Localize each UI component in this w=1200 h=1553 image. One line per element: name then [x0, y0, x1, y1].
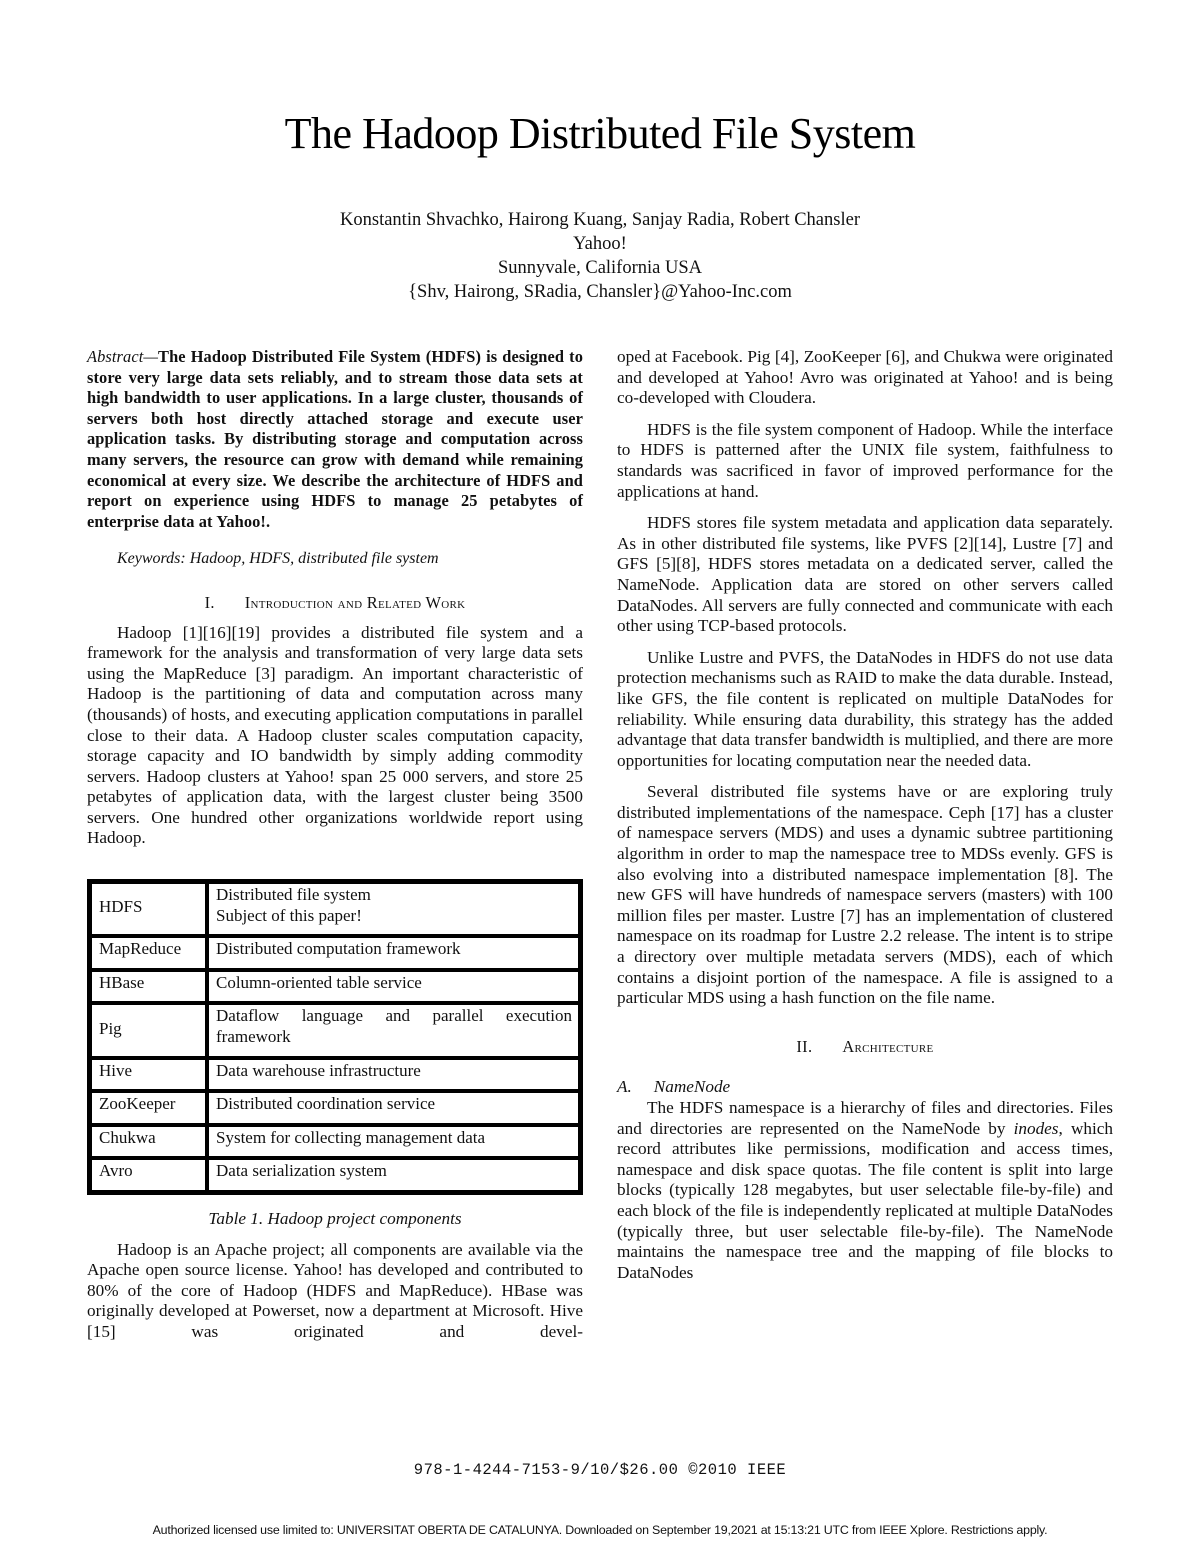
- description-line: Subject of this paper!: [216, 905, 362, 925]
- component-description: Distributed coordination service: [207, 1091, 580, 1125]
- component-description: Distributed computation framework: [207, 936, 580, 970]
- author-names: Konstantin Shvachko, Hairong Kuang, Sanjay Radia, Robert Chansler: [340, 210, 860, 230]
- italic-term: inodes: [1013, 1118, 1059, 1138]
- component-description: [207, 882, 580, 936]
- section-number: I.: [204, 592, 215, 612]
- component-name: Pig: [90, 1003, 207, 1057]
- license-notice: Authorized licensed use limited to: UNIVERSITAT OBERTA DE CATALUNYA. Downloaded on September 19,2021 at 15:13:21 UTC from IEEE Xplore. Restrictions apply.: [152, 1523, 1048, 1537]
- table-row: [90, 1091, 580, 1125]
- component-name: Avro: [90, 1158, 207, 1192]
- table-row: [90, 970, 580, 1004]
- component-name: MapReduce: [90, 936, 207, 970]
- table-row: [90, 936, 580, 970]
- component-name: Chukwa: [90, 1125, 207, 1159]
- paragraph-text: The HDFS namespace is a hierarchy of files and directories. Files and directories are represented on the NameNode by: [617, 1098, 1113, 1138]
- intro-paragraph-2-start: Hadoop is an Apache project; all components are available via the Apache open source license. Yahoo! has developed and contributed to 80% of the core of Hadoop (HDFS and MapReduce). HBase was originally developed at Powerset, now a department at Microsoft. Hive [15] was originated and devel-: [87, 1239, 583, 1341]
- component-name: HDFS: [90, 882, 207, 936]
- table-row: [90, 1058, 580, 1092]
- component-description: System for collecting management data: [207, 1125, 580, 1159]
- component-name: ZooKeeper: [90, 1091, 207, 1125]
- subsection-number: A.: [617, 1077, 632, 1097]
- intro-paragraph-5: Unlike Lustre and PVFS, the DataNodes in HDFS do not use data protection mechanisms such as RAID to make the data durable. Instead, like GFS, the file content is replicated on multiple DataNodes for reliability. While ensuring data durability, this strategy has the added advantage that data transfer bandwidth is multiplied, and there are more opportunities for locating computation near the needed data.: [617, 647, 1113, 770]
- intro-paragraph-4: HDFS stores file system metadata and application data separately. As in other distributed file systems, like PVFS [2][14], Lustre [7] and GFS [5][8], HDFS stores metadata on a dedicated server, called the NameNode. Application data are stored on other servers called DataNodes. All servers are fully connected and communicate with each other using TCP-based protocols.: [617, 513, 1113, 636]
- namenode-paragraph: [617, 1098, 1113, 1283]
- component-name: HBase: [90, 970, 207, 1004]
- intro-paragraph-6: Several distributed file systems have or are exploring truly distributed implementations of the namespace. Ceph [17] has a cluster of namespace servers (MDS) and uses a dynamic subtree partitioning algorithm in order to map the namespace tree to MDSs evenly. GFS is also evolving into a distributed namespace implementation [8]. The new GFS will have hundreds of namespace servers (masters) with 100 million files per master. Lustre [7] has an implementation of clustered namespace on its roadmap for Lustre 2.2 release. The intent is to stripe a directory over multiple metadata servers (MDS), each of which contains a disjoint portion of the namespace. A file is assigned to a particular MDS using a hash function on the file name.: [617, 782, 1113, 1008]
- paragraph-text: , which record attributes like permissions, modification and access times, namespace and disk space quotas. The file content is split into large blocks (typically 128 megabytes, but user selectable file-by-file) and each block of the file is independently replicated at multiple DataNodes (typically three, but user selectable file-by-file). The NameNode maintains the namespace tree and the mapping of file blocks to DataNodes: [617, 1118, 1113, 1282]
- right-column: [617, 347, 1113, 1283]
- abstract-dash: —: [143, 347, 159, 366]
- intro-paragraph-1: Hadoop [1][16][19] provides a distributed file system and a framework for the analysis and transformation of very large data sets using the MapReduce [3] paradigm. An important characteristic of Hadoop is the partitioning of data and computation across many (thousands) of hosts, and executing application computations in parallel close to their data. A Hadoop cluster scales computation capacity, storage capacity and IO bandwidth by simply adding commodity servers. Hadoop clusters at Yahoo! span 25 000 servers, and store 25 petabytes of application data, with the largest cluster being 3500 servers. One hundred other organizations worldwide report using Hadoop.: [87, 622, 583, 848]
- subsection-title: NameNode: [653, 1077, 731, 1097]
- hadoop-components-table: [87, 879, 583, 1195]
- component-name: Hive: [90, 1058, 207, 1092]
- author-block: [0, 208, 1200, 304]
- isbn-copyright: 978-1-4244-7153-9/10/$26.00 ©2010 IEEE: [413, 1461, 787, 1479]
- table-row: [90, 882, 580, 936]
- section-title: Architecture: [842, 1036, 934, 1056]
- abstract-text: The Hadoop Distributed File System (HDFS) is designed to store very large data sets reliably, and to stream those data sets at high bandwidth to user applications. In a large cluster, thousands of servers both host directly attached storage and execute user application tasks. By distributing storage and computation across many servers, the resource can grow with demand while remaining economical at every size. We describe the architecture of HDFS and report on experience using HDFS to manage 25 petabytes of enterprise data at Yahoo!.: [87, 347, 583, 531]
- table-caption: Table 1. Hadoop project components: [208, 1209, 462, 1228]
- component-description: Column-oriented table service: [207, 970, 580, 1004]
- component-description: Data serialization system: [207, 1158, 580, 1192]
- description-line: Distributed file system: [216, 885, 371, 905]
- table-row: [90, 1003, 580, 1057]
- section-heading-architecture: [617, 1037, 1113, 1058]
- table-row: [90, 1158, 580, 1192]
- section-number: II.: [796, 1036, 813, 1056]
- keywords: Keywords: Hadoop, HDFS, distributed file system: [117, 550, 439, 568]
- paper-title: The Hadoop Distributed File System: [284, 109, 916, 158]
- table-row: [90, 1125, 580, 1159]
- abstract: [87, 347, 583, 532]
- affiliation: Yahoo!: [573, 234, 627, 254]
- intro-paragraph-3: HDFS is the file system component of Hadoop. While the interface to HDFS is patterned after the UNIX file system, faithfulness to standards was sacrificed in favor of improved performance for the applications at hand.: [617, 419, 1113, 501]
- section-title: Introduction and Related Work: [244, 592, 466, 612]
- component-description: Dataflow language and parallel execution framework: [207, 1003, 580, 1057]
- abstract-label: Abstract: [87, 347, 144, 366]
- intro-paragraph-2-continued: oped at Facebook. Pig [4], ZooKeeper [6], and Chukwa were originated and developed at Yahoo! Avro was originated at Yahoo! and is being co-developed with Cloudera.: [617, 347, 1113, 408]
- location: Sunnyvale, California USA: [498, 258, 702, 278]
- author-email: {Shv, Hairong, SRadia, Chansler}@Yahoo-Inc.com: [408, 282, 792, 302]
- section-heading-introduction: [87, 593, 583, 614]
- subsection-heading-namenode: [617, 1077, 1113, 1098]
- component-description: Data warehouse infrastructure: [207, 1058, 580, 1092]
- left-column: [87, 347, 583, 1343]
